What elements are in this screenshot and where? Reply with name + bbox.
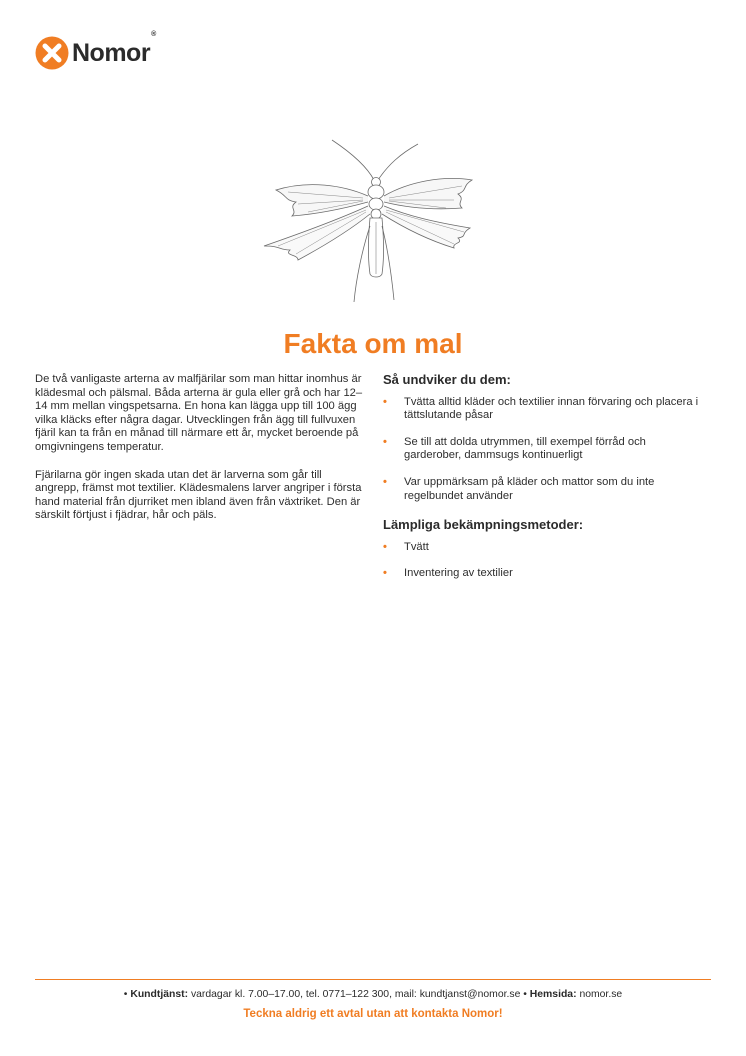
- intro-paragraph: Fjärilarna gör ingen skada utan det är larverna som går till angrepp, främst mot textilier. Klädesmalens larver angriper i första hand material från djurriket men ibland även från växtriket. Den är särskilt förtjust i fjädrar, hår och päls.: [35, 468, 362, 522]
- bullet-icon: •: [383, 435, 387, 448]
- footer-divider: [35, 979, 711, 980]
- footer-cta: Teckna aldrig ett avtal utan att kontakta Nomor!: [243, 1008, 503, 1020]
- moth-illustration-icon: [258, 130, 488, 305]
- footer-contact: • Kundtjänst: vardagar kl. 7.00–17.00, tel. 0771–122 300, mail: kundtjanst@nomor.se • Hemsida: nomor.se: [123, 989, 623, 1000]
- bullet-icon: •: [383, 395, 387, 408]
- intro-paragraph: De två vanligaste arterna av malfjärilar som man hittar inomhus är klädesmal och pälsmal. Båda arterna är gula eller grå och har 12–14 mm mellan vingspetsarna. En hona kan lägga upp till 100 ägg vilka kläcks efter några dagar. Utvecklingen från ägg till fullvuxen fjäril kan ta från en månad till närmare ett år, mycket beroende på omgivningens temperatur.: [35, 373, 363, 453]
- nomor-logo-icon: [35, 36, 69, 70]
- bullet-icon: •: [383, 540, 387, 553]
- service-text: vardagar kl. 7.00–17.00, tel. 0771–122 300, mail: kundtjanst@nomor.se: [190, 989, 521, 1000]
- methods-heading: Lämpliga bekämpningsmetoder:: [383, 517, 584, 533]
- advice-column: [383, 373, 703, 594]
- web-label: Hemsida:: [529, 989, 577, 1000]
- service-label: Kundtjänst:: [130, 989, 189, 1000]
- brand-logo: [35, 30, 156, 70]
- list-item: • Se till att dolda utrymmen, till exempel förråd och garderober, dammsugs kontinuerligt: [383, 435, 646, 462]
- web-link[interactable]: nomor.se: [579, 989, 623, 1000]
- avoid-list: [383, 396, 703, 504]
- avoid-heading: Så undviker du dem:: [383, 372, 511, 387]
- intro-column: [35, 373, 365, 537]
- list-item: • Var uppmärksam på kläder och mattor som du inte regelbundet använder: [383, 475, 655, 502]
- page-title: Fakta om mal: [283, 328, 463, 359]
- methods-list: [383, 541, 703, 581]
- brand-name: Nomor®: [72, 30, 156, 67]
- list-item: • Inventering av textilier: [383, 567, 513, 580]
- bullet-icon: •: [383, 475, 387, 488]
- list-item: • Tvätt: [383, 540, 429, 553]
- bullet-icon: •: [383, 567, 387, 580]
- list-item: • Tvätta alltid kläder och textilier innan förvaring och placera i tättslutande påsar: [383, 395, 699, 422]
